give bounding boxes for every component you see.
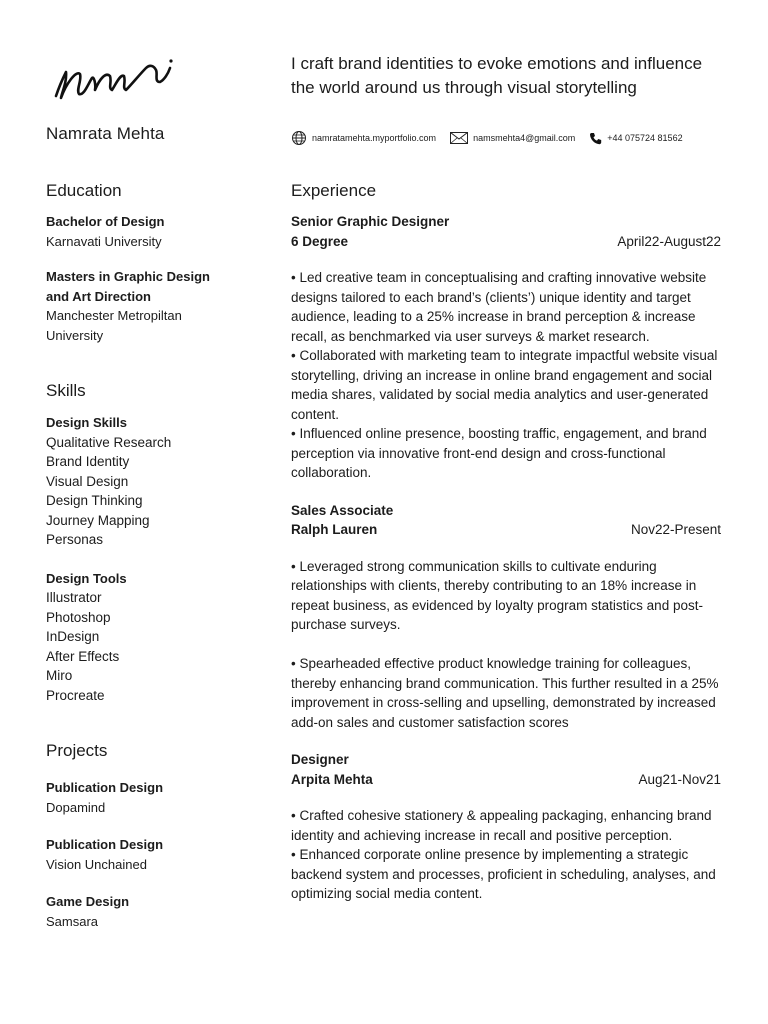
job-dates: Aug21-Nov21 [638,771,721,787]
skill-item: Qualitative Research [46,434,172,450]
experience-column [291,178,721,904]
project-item [46,778,246,817]
job-bullets [291,806,721,904]
job-entry [291,501,721,733]
projects-heading: Projects [46,741,108,760]
contact-row [291,130,697,146]
tool-item: Photoshop [46,609,111,625]
skill-item: Visual Design [46,473,129,489]
job-company: Ralph Lauren [291,522,378,537]
project-item [46,892,246,931]
education-item [46,212,246,251]
contact-phone[interactable] [589,132,682,145]
job-bullets [291,268,721,483]
education-heading: Education [46,181,122,200]
contact-email[interactable] [450,132,575,144]
skill-item: Design Thinking [46,493,143,508]
tool-item: Procreate [46,687,105,703]
project-name: Dopamind [46,799,106,815]
email-text: namsmehta4@gmail.com [473,133,576,143]
project-type: Game Design [46,894,130,909]
tool-item: Illustrator [46,590,102,605]
project-name: Samsara [46,913,99,929]
job-company: Arpita Mehta [291,771,373,787]
globe-icon [291,130,307,146]
job-entry [291,750,721,904]
education-school: Karnavati University [46,233,162,249]
skill-item: Personas [46,532,104,547]
tool-item: Miro [46,668,73,683]
job-dates: April22-August22 [617,233,721,249]
project-item [46,835,246,874]
website-text: namratamehta.myportfolio.com [312,133,437,143]
skill-list [46,433,246,550]
education-degree: Bachelor of Design [46,214,165,229]
skill-item: Brand Identity [46,454,130,469]
tool-item: After Effects [46,648,120,664]
education-item [46,267,246,345]
skill-group-title: Design Skills [46,415,127,430]
job-title: Designer [291,752,349,767]
bullet-spacer [291,635,721,655]
skills-heading: Skills [46,381,86,400]
contact-website[interactable] [291,130,436,146]
job-bullet: • Collaborated with marketing team to integrate impactful website visual storytelling, driving an increase in online brand engagement and social media shares, validated by social media analytics and user-generated content. [291,348,718,422]
job-meta [291,770,721,790]
skill-item: Journey Mapping [46,512,150,528]
job-entry [291,212,721,483]
job-bullet: • Leveraged strong communication skills to cultivate enduring relationships with clients, thereby contributing to an 18% increase in repeat business, as evidenced by loyalty program statistics and post-purchase surveys. [291,558,703,632]
job-bullet: • Led creative team in conceptualising and crafting innovative website designs tailored to each brand’s (clients’) unique identity and target audience, leading to a 25% increase in brand perception & increase recall, as benchmarked via user surveys & market research. [291,270,707,344]
job-dates: Nov22-Present [630,522,721,537]
job-company: 6 Degree [291,233,349,249]
skill-group-title: Design Tools [46,570,127,586]
project-type: Publication Design [46,780,164,795]
project-name: Vision Unchained [46,856,147,872]
left-column [46,178,246,931]
job-title: Senior Graphic Designer [291,214,450,229]
education-school: Manchester Metropiltan University [46,308,182,343]
education-degree: Masters in Graphic Design and Art Direction [46,269,210,304]
experience-heading: Experience [291,181,377,200]
project-type: Publication Design [46,837,164,852]
phone-text: +44 075724 81562 [607,133,683,143]
job-bullet: • Crafted cohesive stationery & appealing packaging, enhancing brand identity and achieving increase in recall and positive perception. [291,808,712,843]
skill-group-design-tools [46,569,246,706]
skill-group-design-skills [46,413,246,550]
tool-list [46,588,246,705]
job-meta [291,232,721,252]
job-bullets [291,557,721,733]
mail-icon [450,132,468,144]
phone-icon [589,132,602,145]
job-bullet: • Influenced online presence, boosting traffic, engagement, and brand perception via innovative front-end design and cross-functional collaboration. [291,426,707,480]
job-bullet: • Enhanced corporate online presence by implementing a strategic backend system and processes, proficient in scheduling, analyses, and optimizing social media content. [291,847,716,901]
signature-logo [50,54,178,110]
job-meta [291,520,721,540]
candidate-name: Namrata Mehta [46,124,165,143]
tagline: I craft brand identities to evoke emotions and influence the world around us through visual storytelling [291,54,703,97]
job-bullet: • Spearheaded effective product knowledge training for colleagues, thereby enhancing brand communication. This further resulted in a 25% improvement in cross-selling and upselling, demonstrated by increased add-on sales and customer satisfaction scores [291,656,719,730]
job-title: Sales Associate [291,502,394,518]
skills-block [46,413,246,705]
tool-item: InDesign [46,629,100,644]
